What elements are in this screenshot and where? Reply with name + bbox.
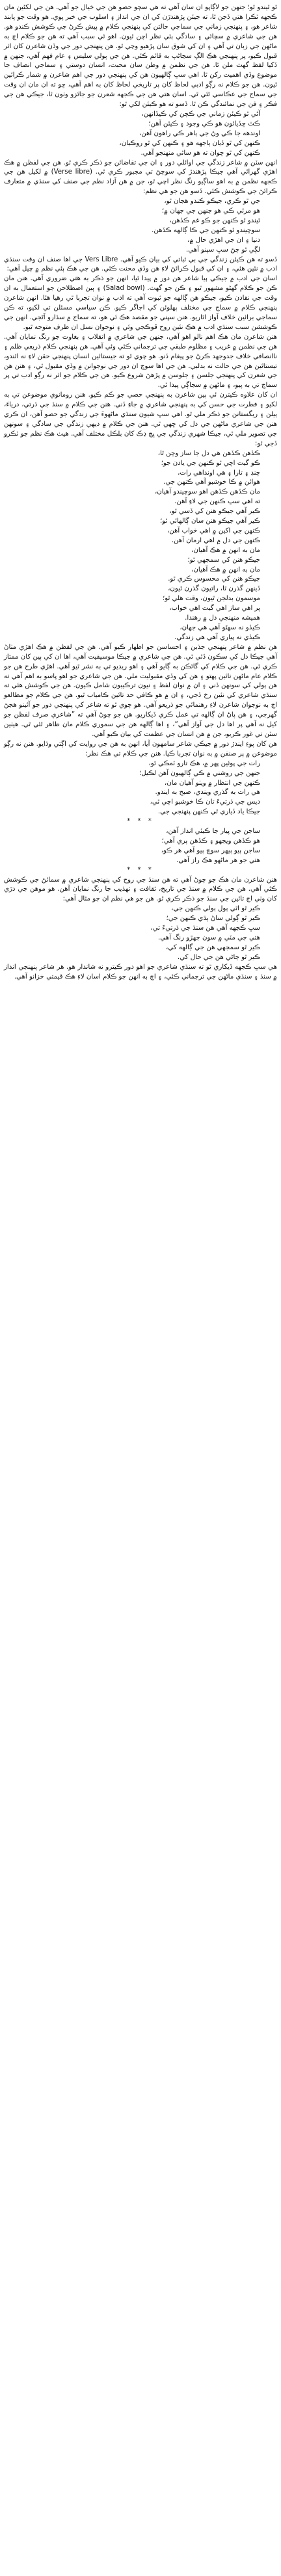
verse-line: ته اهي سڀ ڪنهن جي لاءِ آهن. <box>174 498 260 506</box>
paragraph: انهن سٽن ۾ شاعر زندگي جي اوائلي دور ۽ ان جي تقاضائن جو ذڪر ڪري ٿو. هن جي لفظن ۾ هڪ اهڙي گهرائي آهي جيڪا پڙهندڙ کي سوچڻ تي مجبور ڪري ٿي. (Verse libre) ۾ لکيل هن جي ڪجهه نظمن ۾ به اهو ساڳيو رنگ نظر اچي ٿو، جن ۾ هن آزاد نظم جي صنف کي سنڌي ۾ متعارف ڪرائڻ جي ڪوشش ڪئي. ڏسو هن جو هي نظم: <box>4 159 278 196</box>
paragraph: هن کان پوءِ ايندڙ دور ۾ جيڪي شاعر سامهون آيا، انهن به هن جي روايت کي اڳتي وڌايو. هنن نه رڳو موضوعن ۾ پر صنفن ۾ به نوان تجربا ڪيا. هنن جي ڪلام تي هڪ نظر: <box>4 740 277 757</box>
verse-line: مان به انهن ۾ هڪ آهيان، <box>191 566 260 573</box>
verse-line: ڪٿ ڇڏيائون هو ڪي وجود ۽ ڪيئن آهن؛ <box>148 120 260 127</box>
verse-line: هتي جي مٽي ۾ سون جهڙو رنگ آهي. <box>157 934 260 941</box>
paragraph: ڏسو ته هن ڪيئن زندگي جي بي ثباتي کي بيان ڪيو آهي. Vers Libre جي اها صنف ان وقت سنڌي ادب ۾ نئين هئي، ۽ ان کي قبول ڪرائڻ لاءِ هن وڏي محنت ڪئي. هن جي هڪ ٻئي نظم ۾ چيل آهي: <box>4 256 278 273</box>
verse-line: ڪنهن جي انتظار ۾ ويٺو آهيان مان، <box>165 779 260 787</box>
verse-line: مان ڪڏهن ڪڏهن اهو سوچيندو آهيان، <box>154 488 260 496</box>
verse-line: هي رات به گذري ويندي، صبح به ايندو. <box>155 789 260 796</box>
verse-line: ڪيڏو نه سهڻو آهي هي جهان، <box>180 624 260 631</box>
verse-line: دنيا ۽ ان جي اهڙي حال ۾، <box>187 236 260 244</box>
verse-line: ديس جي ڌرتيءَ تان ڪا خوشبو اچي ٿي، <box>150 798 260 806</box>
paragraph: هنن شاعرن مان هڪ جو چوڻ آهي ته هن سنڌ جي روح کي پنهنجي شاعري ۾ سمائڻ جي ڪوشش ڪئي آهي. هن جي ڪلام ۾ سنڌ جي تاريخ، ثقافت ۽ تهذيب جا رنگ نمايان آهن. هو موهن جي دڙي کان وٺي اڄ تائين جي سنڌ جو ذڪر ڪري ٿو. هن جو هي نظم ان جو مثال آهي: <box>4 876 277 903</box>
verse-line: اوندهه جا ڪي وڻ جي ٻاهر ڪي راهون آهن، <box>139 129 260 137</box>
verse-line: هميشه منهنجي دل ۾ رهندا. <box>185 614 260 622</box>
section-separator: * * * <box>127 818 154 826</box>
verse-line: ڪڏهن ڪڏهن هي دل جا ساز وڄن ٿا، <box>157 449 260 457</box>
verse-line: ڪير ٿو سمجهي هن جي ڳالهه کي، <box>165 943 260 951</box>
verse-line: جي ٿو ڪري، جيڪو ڪندو هجان ٿو، <box>164 198 260 205</box>
verse-line: موسمون بدلجن ٿيون، وقت هلي ٿو؛ <box>162 595 260 603</box>
verse-line: ڪيڏي نه پياري آهي هي زندگي. <box>174 633 260 641</box>
verse-line: ٿيندو ٿو ڪنهن جو ڪو غم ڪڏهن، <box>169 217 260 224</box>
verse-line: ڪو گيت اچي ٿو ڪنهن جي يادن جو؛ <box>161 459 260 467</box>
verse-block <box>4 827 277 866</box>
verse-line: لڳي ٿو ڄڻ سڀ سپنو آهي. <box>186 246 260 254</box>
verse-line: جيڪو هنن کي محسوس ڪري ٿو. <box>168 575 260 583</box>
verse-line: ڪنهن کي ٿو ڏيان ٻاجهه هو ۽ ڪنهن کي ٿو روڪيان، <box>119 139 260 147</box>
verse-block <box>4 904 277 962</box>
verse-line: پر اهي ساز اهي گيت اهي خواب، <box>169 605 260 612</box>
document-body <box>4 3 277 982</box>
paragraph: هي سڀ ڪجهه ڏيکاري ٿو ته سنڌي شاعري جو اهو دور ڪيترو نه شاندار هو. هر شاعر پنهنجي انداز ۾ سنڌ ۽ سنڌي ماڻهن جي ترجماني ڪئي، ۽ اڄ به انهن جو ڪلام اسان لاءِ هڪ قيمتي خزانو آهي. <box>4 963 277 980</box>
paragraph: هنن شاعرن مان هڪ اهم نالو اهو آهي، جنهن جي شاعري ۾ انقلاب ۽ بغاوت جو رنگ نمايان آهي. هن جي نظمن ۾ غريب ۽ مظلوم طبقي جي ترجماني ڪئي وئي آهي. هن پنهنجي ڪلام ذريعي ظلم ۽ ناانصافي خلاف جدوجهد ڪرڻ جو پيغام ڏنو. هو چوي ٿو ته جيستائين انسان پنهنجي حقن لاءِ نه اٿندو، تيستائين هن جي حالت نه بدلبي. هن جي اها سوچ ان دور جي نوجوانن ۾ وڏي مقبول ٿي، ۽ هنن هن جي شعرن کي پنهنجي جلسن ۽ جلوسن ۾ پڙهڻ شروع ڪيو. هن جي ڪلام جو اثر نه رڳو ادب تي پر سماج تي به پيو، ۽ ماڻهن ۾ سجاڳي پيدا ٿي. <box>4 333 277 389</box>
paragraph: ٿو ٿيندو ٿو؛ جنهن جو لاڳاپو ان سان آهي ته هي سڄو حصو هن جي خيال جو آهي. هن جي لکڻين مان ڪجهه ٽڪرا هتي ڏجن ٿا، ته جيئن پڙهندڙن کي ان جي انداز ۽ اسلوب جي خبر پوي. هو وقت جو پابند شاعر هو، ۽ پنهنجي زماني جي سماجي حالتن کي پنهنجي ڪلام ۾ پيش ڪرڻ جي ڪوشش ڪندو هو. هن جي شاعري ۾ سچائي ۽ سادگي ٻئي نظر اچن ٿيون. اهو ئي سبب آهي ته هن جو ڪلام اڄ به ماڻهن جي زبان تي آهي ۽ ان کي شوق سان پڙهيو وڃي ٿو. هن پنهنجي دور جي وڏن شاعرن کان اثر قبول ڪيو، پر پنهنجي هڪ الڳ سڃاڻپ به قائم ڪئي. هن جي ٻولي سليس ۽ عام فهم آهي، جنهن ۾ ڏکيا لفظ گهٽ ملن ٿا. هن جي نظمن ۾ وطن سان محبت، انسان دوستي ۽ سماجي انصاف جا موضوع وڏي اهميت رکن ٿا. اهي سڀ ڳالهيون هن کي پنهنجي دور جي اهم شاعرن ۾ شمار ڪرائين ٿيون. هن جو ڪلام نه رڳو ادبي لحاظ کان پر تاريخي لحاظ کان به اهم آهي، ڇو ته ان مان ان وقت جي سماج جي عڪاسي ٿئي ٿي. اسان هتي هن جي ڪجهه شعرن جو جائزو وٺون ٿا، جيڪي هن جي فڪر ۽ فن جي نمائندگي ڪن ٿا. ڏسو ته هو ڪيئن لکي ٿو: <box>4 4 277 109</box>
verse-line: جيڪو هنن کي سمجهي ٿو؛ <box>187 556 260 564</box>
verse-line: ڪير آهي جيڪو هنن سان ڳالهائي ٿو؛ <box>160 518 260 525</box>
verse-line: ساجن ٻيو ٻيهر سوچ ٻيو آهي هر ڪو، <box>161 847 260 854</box>
verse-line: ڪير ٿو اٿي ٻول ٻولي ڪنهن جي، <box>171 905 260 913</box>
verse-line: ساجن جي پيار جا ڪيئي انداز آهن، <box>166 828 260 835</box>
verse-line: هوائن ۾ ڪا خوشبو آهي ڪنهن جي. <box>163 479 260 486</box>
verse-block <box>4 759 277 817</box>
verse-block <box>4 197 277 255</box>
verse-line: چنڊ ۽ تارا ۽ هي اونداهي رات، <box>178 469 260 477</box>
verse-line: ڪير ٿو ڄاڻي هن جي حال کي. <box>177 953 260 961</box>
verse-line: هو ڪڏهن ويجهو ۽ ڪڏهن پري آهي؛ <box>161 837 260 845</box>
verse-line: مان به انهن ۾ هڪ آهيان، <box>191 546 260 554</box>
section-separator: * * * <box>127 866 154 874</box>
paragraph: ان کان علاوه ڪيترن ئي ٻين شاعرن به پنهنجي حصي جو ڪم ڪيو. هنن رومانوي موضوعن تي به لکيو ۽ فطرت جي حسن کي به پنهنجي شاعري ۾ جاءِ ڏني. هنن جي ڪلام ۾ سنڌ جي ڌرتي، درياءَ، ٻيلن ۽ ريگستانن جو ذڪر ملي ٿو. اهي سڀ شيون سنڌي ماڻهوءَ جي زندگي جو حصو آهن، ان ڪري هنن جي شاعري ماڻهن جي دل کي ڇهي ٿي. هنن جي ڪلام ۾ ديهي زندگي جي سادگي ۽ سونهن جي تصوير ملي ٿي، جيڪا شهري زندگي جي ڀڄ ڊڪ کان بلڪل مختلف آهي. هيٺ هڪ نظم جو ٽڪرو ڏجي ٿو: <box>4 391 277 447</box>
verse-line: ڪير آهي جيڪو هنن کي ڏسي ٿو، <box>169 508 260 516</box>
verse-block <box>4 449 277 643</box>
verse-line: ڪنهن کي ٿو چوان ته هو ساٿي منهنجو آهي. <box>140 149 260 157</box>
paragraph: هن نظم ۾ شاعر پنهنجي جذبن ۽ احساسن جو اظهار ڪيو آهي. هن جي لفظن ۾ هڪ اهڙي مٺاڻ آهي جيڪا دل کي سڪون ڏئي ٿي. هن جي شاعري ۾ جيڪا موسيقيت آهي، اها ان کي ٻين کان ممتاز ڪري ٿي. هن جي ڪلام کي گائڪن به ڳايو آهي ۽ اهو ريڊيو تي به نشر ٿيو آهي. اهڙي طرح هن جو ڪلام عام ماڻهن تائين پهتو ۽ هن کي وڏي مقبوليت ملي. هن جي شاعري جو اهو پاسو به اهم آهي ته هن ٻولي کي سونهن ڏني ۽ ان ۾ نوان لفظ ۽ نيون ترڪيبون شامل ڪيون. هن جي ڪوشش هئي ته سنڌي شاعري کي نئين رخ ڏجي، ۽ ان ۾ هو ڪافي حد تائين ڪامياب ٿيو. هن جي ڪلام جو مطالعو اڄ به نوجوان شاعرن لاءِ رهنمائي جو ذريعو آهي. هو چوي ٿو ته شاعر کي پنهنجي دور جو آئينو هجڻ گهرجي، ۽ هن پاڻ ان ڳالهه تي عمل ڪري ڏيکاريو. هن جو چوڻ آهي ته ”شاعري صرف لفظن جو کيل نه آهي پر اها دل جي آواز آهي“، ۽ اها ڳالهه هن جي سموري ڪلام مان ظاهر ٿئي ٿي. هيٺين سٽن تي غور ڪريو، جن ۾ هن انسان جي عظمت کي بيان ڪيو آهي. <box>4 643 277 738</box>
verse-line: هتي جو هر ماڻهو هڪ راز آهي. <box>176 856 260 864</box>
paragraph: اسان جي ادب ۾ جيڪي ٻيا شاعر هن دور ۾ پيدا ٿيا، انهن جو ذڪر به هتي ضروري آهي. هنن مان ڪن جو ڪلام گهڻو مشهور ٿيو ۽ ڪن جو گهٽ. (Salad bowl) ۽ ٻين اصطلاحن جو استعمال به ان وقت جي نقادن ڪيو، جيڪو هن ڳالهه جو ثبوت آهي ته ادب ۾ نوان تجربا ٿي رهيا هئا. انهن شاعرن پنهنجي ڪلام ۾ سماج جي مختلف پهلوئن کي اجاگر ڪيو. ڪن سياسي مسئلن تي لکيو، ته ڪن سماجي برائين خلاف آواز اٿاريو. هنن سڀني جو مقصد هڪ ئي هو، ته سماج ۾ سڌارو آڻجي. انهن جي ڪوششن سبب سنڌي ادب ۾ هڪ نئين روح ڦوڪجي وئي ۽ نوجوان نسل ان طرف متوجه ٿيو. <box>4 275 277 331</box>
verse-line: سڀ ڪجهه آهي هن سنڌ جي ڌرتيءَ تي، <box>150 925 260 932</box>
verse-line: هو مرئي ڪي هو جنهن جي جهان ۾؛ <box>161 207 260 215</box>
verse-line: ڪنهن جي دل ۾ اهي ارمان آهن. <box>171 536 260 544</box>
verse-line: ڏينهن گذرن ٿا، راتيون گذرن ٿيون، <box>168 585 260 593</box>
verse-line: ڪنهن جي اکين ۾ اهي خواب آهن، <box>167 527 260 534</box>
verse-line: رات جي پوئين پهر ۾، هڪ تارو ٽمڪي ٿو، <box>148 759 260 767</box>
verse-line: ڪير ٿو ڳولي ساڻ ٻڌي ڪنهن جي؛ <box>166 915 260 923</box>
verse-line: آڻي ٿو ڪيئن زماني جي ڪچن کي ڪيڏانهن، <box>141 110 260 118</box>
verse-line: جيڪا ياد ڏياري ٿي ڪنهن پنهنجي جي. <box>157 808 260 816</box>
verse-line: سوچيندو ٿو ڪنهن جي ڪا ڳالهه ڪڏهن. <box>152 226 260 234</box>
verse-line: جنهن جي روشني ۾ ڪي ڳالهيون آهن لڪيل؛ <box>139 769 260 777</box>
verse-block <box>4 110 277 159</box>
